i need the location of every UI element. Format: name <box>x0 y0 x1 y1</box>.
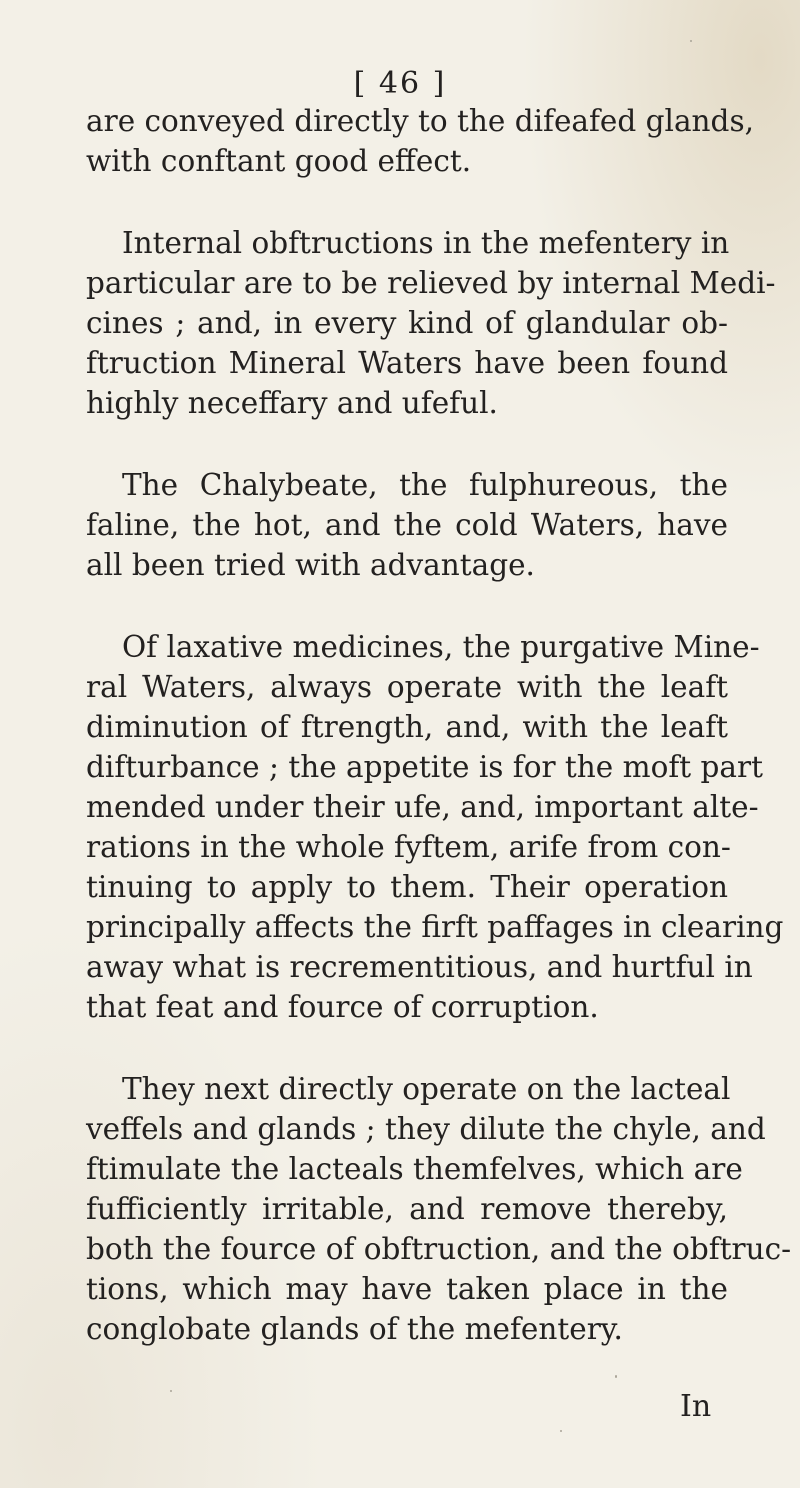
text-line: both the fource of obftruction, and the obftruc- <box>86 1232 792 1266</box>
text-line: away what is recrementitious, and hurtful in <box>86 950 753 984</box>
text-line: tinuing to apply to them. Their operation <box>86 870 728 904</box>
text-line: faline, the hot, and the cold Waters, have <box>86 508 728 542</box>
paper-speck <box>615 1375 617 1378</box>
text-line: highly neceffary and ufeful. <box>86 386 498 420</box>
text-line: rations in the whole fyftem, arife from con- <box>86 830 731 864</box>
text-line: cines ; and, in every kind of glandular ob- <box>86 306 728 340</box>
text-line: fufficiently irritable, and remove thereby, <box>86 1192 728 1226</box>
text-line: tions, which may have taken place in the <box>86 1272 728 1306</box>
text-line: with conftant good effect. <box>86 144 472 178</box>
text-line: diminution of ftrength, and, with the leaft <box>86 710 728 744</box>
text-line: mended under their ufe, and, important alte- <box>86 790 759 824</box>
paper-speck <box>560 1430 562 1432</box>
catchword: In <box>680 1389 712 1424</box>
text-line: They next directly operate on the lacteal <box>122 1072 731 1106</box>
text-line: ftimulate the lacteals themfelves, which are <box>86 1152 743 1186</box>
text-line: ftruction Mineral Waters have been found <box>86 346 728 380</box>
text-line: particular are to be relieved by internal Medi- <box>86 266 776 300</box>
paper-speck <box>690 40 692 42</box>
text-line: conglobate glands of the mefentery. <box>86 1312 623 1346</box>
text-line: are conveyed directly to the difeafed glands, <box>86 104 754 138</box>
text-line: principally affects the firft paffages in clearing <box>86 910 784 944</box>
text-line: ral Waters, always operate with the leaft <box>86 670 728 704</box>
text-line: Of laxative medicines, the purgative Mine- <box>122 630 760 664</box>
text-line: all been tried with advantage. <box>86 548 535 582</box>
page-number: [ 46 ] <box>353 66 447 101</box>
text-line: Internal obftructions in the mefentery in <box>122 226 730 260</box>
text-line: veffels and glands ; they dilute the chyle, and <box>86 1112 766 1146</box>
text-line: The Chalybeate, the fulphureous, the <box>122 468 728 502</box>
text-line: difturbance ; the appetite is for the moft part <box>86 750 763 784</box>
paper-speck <box>170 1390 172 1392</box>
text-line: that feat and fource of corruption. <box>86 990 599 1024</box>
